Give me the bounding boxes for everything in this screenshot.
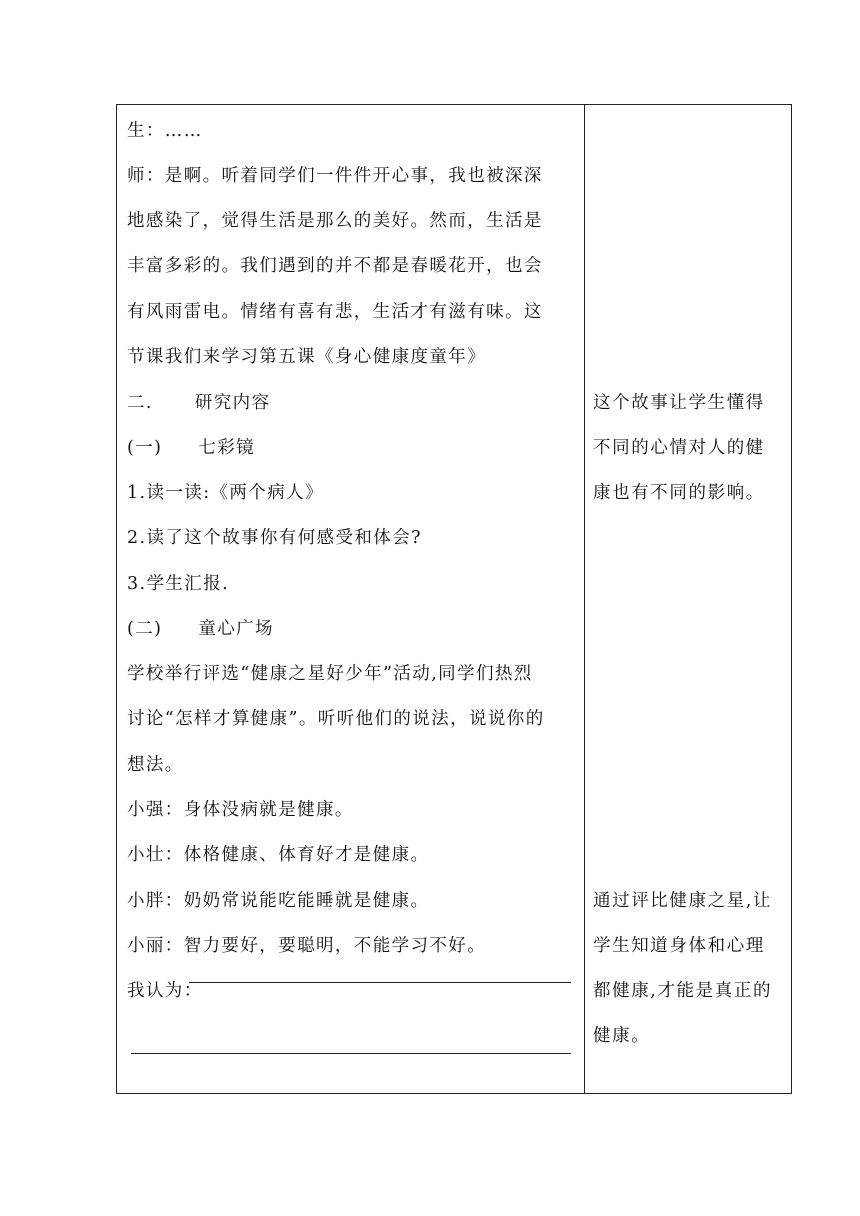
subsection-heading (127, 617, 274, 641)
dialogue-line: 生：…… (127, 121, 203, 141)
subsection-heading (127, 436, 255, 460)
answer-line-2 (131, 1053, 571, 1054)
activity-paragraph-line: 想法。 (127, 755, 184, 775)
design-intent-column (585, 105, 790, 1093)
activity-paragraph-line: 讨论“怎样才算健康”。听听他们的说法，说说你的 (127, 709, 545, 729)
dialogue-line: 地感染了，觉得生活是那么的美好。然而，生活是 (127, 211, 543, 231)
section-number: 二. (127, 393, 153, 413)
teaching-process-column (117, 105, 585, 1093)
intent-note-line: 健康。 (593, 1026, 651, 1046)
subsection-number: (二) (127, 619, 163, 639)
subsection-title: 童心广场 (198, 619, 274, 639)
my-view-label: 我认为： (127, 981, 203, 1001)
dialogue-line: 师：是啊。听着同学们一件件开心事，我也被深深 (127, 166, 543, 186)
intent-note-line: 康也有不同的影响。 (593, 483, 765, 503)
list-item: 1.读一读:《两个病人》 (127, 483, 324, 503)
activity-paragraph-line: 学校举行评选“健康之星好少年”活动,同学们热烈 (127, 664, 533, 684)
intent-note-line: 学生知道身体和心理 (593, 936, 765, 956)
list-item: 3.学生汇报. (127, 574, 230, 594)
intent-note-line: 都健康,才能是真正的 (593, 981, 773, 1001)
opinion-line: 小壮：体格健康、体育好才是健康。 (127, 845, 430, 865)
opinion-line: 小胖：奶奶常说能吃能睡就是健康。 (127, 891, 430, 911)
dialogue-line: 有风雨雷电。情绪有喜有悲，生活才有滋有味。这 (127, 302, 543, 322)
dialogue-line: 丰富多彩的。我们遇到的并不都是春暖花开，也会 (127, 256, 543, 276)
intent-note-line: 通过评比健康之星,让 (593, 891, 773, 911)
opinion-line: 小强：身体没病就是健康。 (127, 800, 354, 820)
list-item: 2.读了这个故事你有何感受和体会? (127, 528, 422, 548)
intent-note-line: 这个故事让学生懂得 (593, 393, 765, 413)
intent-note-line: 不同的心情对人的健 (593, 438, 765, 458)
subsection-title: 七彩镜 (198, 438, 256, 458)
subsection-number: (一) (127, 438, 163, 458)
opinion-line: 小丽：智力要好，要聪明，不能学习不好。 (127, 936, 487, 956)
dialogue-line: 节课我们来学习第五课《身心健康度童年》 (127, 347, 487, 367)
answer-line-1 (189, 982, 571, 983)
lesson-plan-table (116, 104, 792, 1094)
section-heading (127, 391, 270, 415)
section-title: 研究内容 (194, 393, 271, 413)
